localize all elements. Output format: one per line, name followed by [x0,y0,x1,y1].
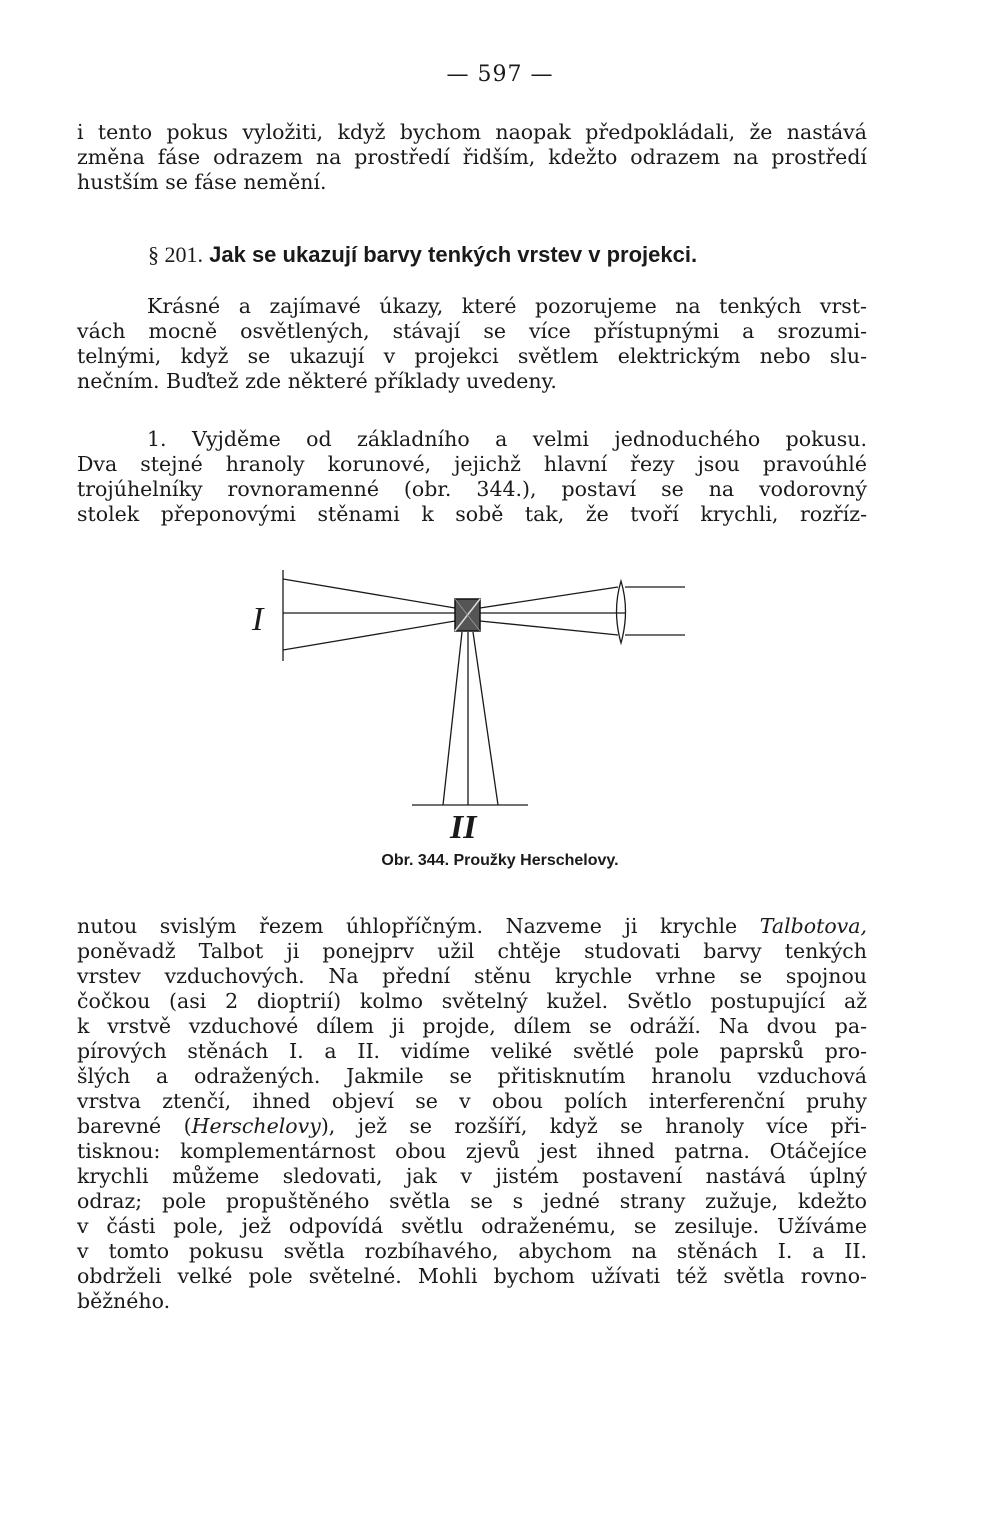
text-line: obdrželi velké pole světelné. Mohli bychom užívati též světla rovno- [77,1264,867,1288]
text-line: vách mocně osvětlených, stávají se více přístupnými a srozumi- [77,319,867,343]
lens [617,581,626,643]
page-number: — 597 — [446,62,554,87]
section-title: Jak se ukazují barvy tenkých vrstev v projekci. [209,242,698,267]
text-line [77,1114,867,1139]
figure-herschel-fringes [240,565,700,850]
text-line: tisknou: komplementárnost obou zjevů jest ihned patrna. Otáčejíce [77,1139,867,1163]
text-line: pírových stěnách I. a II. vidíme veliké světlé pole paprsků pro- [77,1039,867,1063]
text-line: k vrstvě vzduchové dílem ji projde, dílem se odráží. Na dvou pa- [77,1014,867,1038]
paragraph-experiment [77,427,867,527]
text-line: šlých a odražených. Jakmile se přitisknutím hranolu vzduchová [77,1064,867,1088]
paragraph-intro [77,294,867,394]
label-screen-II: II [450,809,477,846]
text-line: krychli můžeme sledovati, jak v jistém postavení nastává úplný [77,1164,867,1188]
text-fragment: nutou svislým řezem úhlopříčným. Nazveme ji krychle [77,914,760,938]
text-line: čočkou (asi 2 dioptrií) kolmo světelný kužel. Světlo postupující až [77,989,867,1013]
text-line: vrstev vzduchových. Na přední stěnu krychle vrhne se spojnou [77,964,867,988]
text-line: hustším se fáse nemění. [77,170,327,194]
text-line: nečním. Buďtež zde některé příklady uvedeny. [77,369,557,393]
text-line: Dva stejné hranoly korunové, jejichž hlavní řezy jsou pravoúhlé [77,452,867,476]
text-line: v tomto pokusu světla rozbíhavého, abychom na stěnách I. a II. [77,1239,867,1263]
figure-caption: Obr. 344. Proužky Herschelovy. [381,852,619,869]
text-line: stolek přeponovými stěnami k sobě tak, že tvoří krychli, rozříz- [77,502,867,526]
text-line [77,914,867,939]
name-herschel: Herschelovy [191,1114,321,1138]
label-screen-I: I [252,601,264,638]
section-number: § 201. [148,242,203,267]
text-line: vrstva ztenčí, ihned objeví se v obou polích interferenční pruhy [77,1089,867,1113]
text-line: trojúhelníky rovnoramenné (obr. 344.), postaví se na vodorovný [77,477,867,501]
text-line: poněvadž Talbot ji ponejprv užil chtěje studovati barvy tenkých [77,939,867,963]
paragraph-description [77,914,867,1314]
text-line: odraz; pole propuštěného světla se s jedné strany zužuje, kdežto [77,1189,867,1213]
text-line: telnými, když se ukazují v projekci světlem elektrickým nebo slu- [77,344,867,368]
text-line: v části pole, jež odpovídá světlu odraženému, se zesiluje. Užíváme [77,1214,867,1238]
text-line: změna fáse odrazem na prostředí řidším, kdežto odrazem na prostředí [77,145,867,169]
text-line: 1. Vyjděme od základního a velmi jednoduchého pokusu. [147,427,867,451]
name-talbot: Talbotova, [759,914,867,938]
paragraph-continuation [77,120,867,195]
text-line: i tento pokus vyložiti, když bychom naopak předpokládali, že nastává [77,120,867,144]
talbot-cube [455,599,480,631]
text-fragment: barevné ( [77,1114,192,1138]
text-line: běžného. [77,1289,171,1313]
figure-diagram [240,565,700,850]
text-fragment: ), jež se rozšíří, když se hranoly více při- [320,1114,867,1138]
text-line: Krásné a zajímavé úkazy, které pozorujeme na tenkých vrst- [147,294,867,318]
section-heading [148,242,868,268]
